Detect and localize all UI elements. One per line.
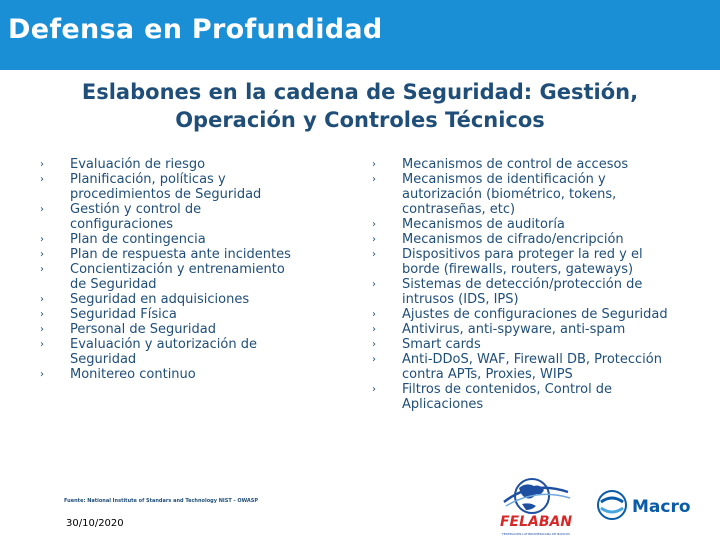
list-item: › Anti-DDoS, WAF, Firewall DB, Protección contra APTs, Proxies, WIPS	[372, 352, 662, 382]
chevron-right-icon: ›	[40, 174, 44, 185]
globe-icon	[504, 479, 570, 513]
list-item: › Evaluación y autorización de Seguridad	[40, 337, 257, 367]
list-item: › Evaluación de riesgo	[40, 157, 206, 172]
chevron-right-icon: ›	[372, 249, 376, 260]
chevron-right-icon: ›	[372, 174, 376, 185]
macro-logo	[596, 488, 700, 522]
list-item: › Seguridad en adquisiciones	[40, 292, 250, 307]
list-item: › Sistemas de detección/protección de intrusos (IDS, IPS)	[372, 277, 643, 307]
chevron-right-icon: ›	[40, 159, 44, 170]
page-title: Defensa en Profundidad	[8, 14, 383, 45]
chevron-right-icon: ›	[372, 234, 376, 245]
list-item: › Ajustes de configuraciones de Seguridad	[372, 307, 668, 322]
list-item: › Smart cards	[372, 337, 481, 352]
chevron-right-icon: ›	[372, 279, 376, 290]
list-item: › Dispositivos para proteger la red y el borde (firewalls, routers, gateways)	[372, 247, 643, 277]
chevron-right-icon: ›	[372, 219, 376, 230]
list-item: › Personal de Seguridad	[40, 322, 216, 337]
chevron-right-icon: ›	[40, 264, 44, 275]
chevron-right-icon: ›	[40, 294, 44, 305]
chevron-right-icon: ›	[40, 249, 44, 260]
list-item: › Mecanismos de control de accesos	[372, 157, 629, 172]
chevron-right-icon: ›	[40, 369, 44, 380]
list-item: › Seguridad Física	[40, 307, 177, 322]
slide-date: 30/10/2020	[66, 518, 124, 529]
title-bar	[0, 0, 720, 70]
chevron-right-icon: ›	[372, 384, 376, 395]
list-item: › Filtros de contenidos, Control de Aplicaciones	[372, 382, 613, 412]
list-item: › Mecanismos de auditoría	[372, 217, 565, 232]
chevron-right-icon: ›	[372, 324, 376, 335]
list-item: › Mecanismos de cifrado/encripción	[372, 232, 624, 247]
felaban-logo	[486, 474, 586, 538]
technical-controls-list	[372, 157, 672, 412]
chevron-right-icon: ›	[372, 354, 376, 365]
slide-subtitle	[20, 78, 700, 134]
chevron-right-icon: ›	[40, 324, 44, 335]
list-item: › Monitereo continuo	[40, 367, 196, 382]
chevron-right-icon: ›	[40, 339, 44, 350]
list-item: › Planificación, políticas y procedimientos de Seguridad	[40, 172, 262, 202]
chevron-right-icon: ›	[40, 309, 44, 320]
management-controls-list	[40, 157, 300, 382]
macro-emblem-icon	[598, 491, 626, 519]
chevron-right-icon: ›	[40, 234, 44, 245]
source-citation: Fuente: National Institute of Standars and Technology NIST - OWASP	[64, 498, 258, 504]
felaban-wordmark: FELABAN	[499, 514, 573, 530]
list-item: › Plan de respuesta ante incidentes	[40, 247, 291, 262]
subtitle-line-1: Eslabones en la cadena de Seguridad: Gestión,	[81, 80, 639, 104]
chevron-right-icon: ›	[372, 159, 376, 170]
chevron-right-icon: ›	[372, 339, 376, 350]
chevron-right-icon: ›	[372, 309, 376, 320]
list-item: › Gestión y control de configuraciones	[40, 202, 202, 232]
macro-wordmark: Macro	[632, 497, 691, 517]
list-item: › Antivirus, anti-spyware, anti-spam	[372, 322, 626, 337]
list-item: › Plan de contingencia	[40, 232, 206, 247]
list-item: › Mecanismos de identificación y autorización (biométrico, tokens, contraseñas, etc)	[372, 172, 617, 217]
felaban-tagline: FEDERACIÓN LATINOAMERICANA DE BANCOS	[502, 532, 570, 536]
chevron-right-icon: ›	[40, 204, 44, 215]
subtitle-line-2: Operación y Controles Técnicos	[175, 108, 545, 132]
list-item: › Concientización y entrenamiento de Seguridad	[40, 262, 285, 292]
